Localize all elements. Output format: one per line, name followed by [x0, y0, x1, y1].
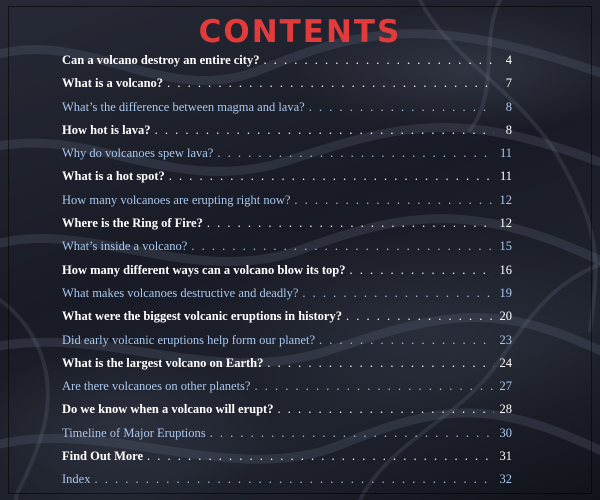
toc-entry[interactable] — [62, 146, 512, 169]
dot-leader — [349, 263, 494, 278]
toc-entry-title: Find Out More — [62, 449, 144, 464]
toc-entry-page: 11 — [499, 146, 512, 161]
dot-leader — [277, 402, 494, 417]
dot-leader — [302, 286, 494, 301]
dot-leader — [167, 76, 494, 91]
toc-entry-title: Are there volcanoes on other planets? — [62, 379, 251, 394]
toc-entry[interactable] — [62, 309, 512, 332]
dot-leader — [155, 123, 494, 138]
toc-entry[interactable] — [62, 449, 512, 472]
toc-entry[interactable] — [62, 76, 512, 99]
dot-leader — [147, 449, 494, 464]
toc-entry-page: 11 — [499, 169, 512, 184]
toc-entry-page: 28 — [499, 402, 512, 417]
dot-leader — [94, 472, 494, 487]
dot-leader — [267, 356, 494, 371]
toc-entry[interactable] — [62, 263, 512, 286]
dot-leader — [294, 193, 494, 208]
dot-leader — [263, 53, 494, 68]
toc-entry[interactable] — [62, 53, 512, 76]
toc-entry[interactable] — [62, 216, 512, 239]
toc-entry-page: 7 — [505, 76, 512, 91]
toc-entry-title: What makes volcanoes destructive and deadly? — [62, 285, 299, 300]
toc-entry-title: Why do volcanoes spew lava? — [62, 146, 214, 161]
toc-entry-title: Timeline of Major Eruptions — [62, 425, 206, 440]
page-title: CONTENTS — [198, 14, 402, 50]
toc-entry-page: 12 — [499, 216, 512, 231]
toc-entry-title: What is a volcano? — [62, 76, 164, 91]
toc-entry-title: What is a hot spot? — [62, 169, 165, 184]
toc-entry[interactable] — [62, 472, 512, 495]
toc-entry-page: 32 — [499, 472, 512, 487]
toc-entry-page: 15 — [499, 239, 512, 254]
toc-entry-page: 20 — [499, 309, 512, 324]
toc-entry-page: 19 — [499, 285, 512, 300]
toc-entry-page: 24 — [499, 355, 512, 370]
toc-entry[interactable] — [62, 100, 512, 123]
toc-entry[interactable] — [62, 426, 512, 449]
toc-entry-page: 4 — [505, 53, 512, 67]
toc-entry[interactable] — [62, 333, 512, 356]
dot-leader — [217, 146, 494, 161]
toc-entry-page: 12 — [499, 192, 512, 207]
toc-entry-title: How hot is lava? — [62, 122, 151, 137]
table-of-contents — [62, 53, 512, 496]
toc-entry[interactable] — [62, 379, 512, 402]
dot-leader — [319, 333, 494, 348]
toc-entry-page: 16 — [499, 262, 512, 277]
toc-entry-title: What were the biggest volcanic eruptions in history? — [62, 309, 342, 324]
dot-leader — [210, 426, 494, 441]
toc-entry-title: Index — [62, 472, 91, 487]
toc-entry-page: 31 — [499, 449, 512, 464]
toc-entry-title: How many different ways can a volcano blow its top? — [62, 262, 346, 277]
dot-leader — [254, 379, 494, 394]
toc-entry[interactable] — [62, 239, 512, 262]
toc-entry-page: 8 — [505, 99, 512, 114]
toc-entry[interactable] — [62, 193, 512, 216]
toc-entry-page: 27 — [499, 379, 512, 394]
dot-leader — [191, 239, 494, 254]
toc-entry[interactable] — [62, 286, 512, 309]
dot-leader — [309, 100, 494, 115]
toc-entry-title: Where is the Ring of Fire? — [62, 216, 203, 231]
toc-entry-title: How many volcanoes are erupting right now? — [62, 192, 291, 207]
dot-leader — [346, 309, 494, 324]
toc-entry-title: What’s inside a volcano? — [62, 239, 188, 254]
toc-entry-page: 30 — [499, 425, 512, 440]
toc-entry-title: Did early volcanic eruptions help form our planet? — [62, 332, 316, 347]
toc-entry-page: 8 — [505, 122, 512, 137]
toc-entry-title: Do we know when a volcano will erupt? — [62, 402, 274, 417]
toc-entry[interactable] — [62, 402, 512, 425]
toc-entry[interactable] — [62, 169, 512, 192]
toc-entry-title: Can a volcano destroy an entire city? — [62, 53, 260, 67]
toc-entry-title: What is the largest volcano on Earth? — [62, 355, 264, 370]
toc-entry[interactable] — [62, 356, 512, 379]
toc-entry[interactable] — [62, 123, 512, 146]
dot-leader — [169, 169, 494, 184]
toc-entry-title: What’s the difference between magma and lava? — [62, 99, 305, 114]
toc-entry-page: 23 — [499, 332, 512, 347]
dot-leader — [207, 216, 494, 231]
